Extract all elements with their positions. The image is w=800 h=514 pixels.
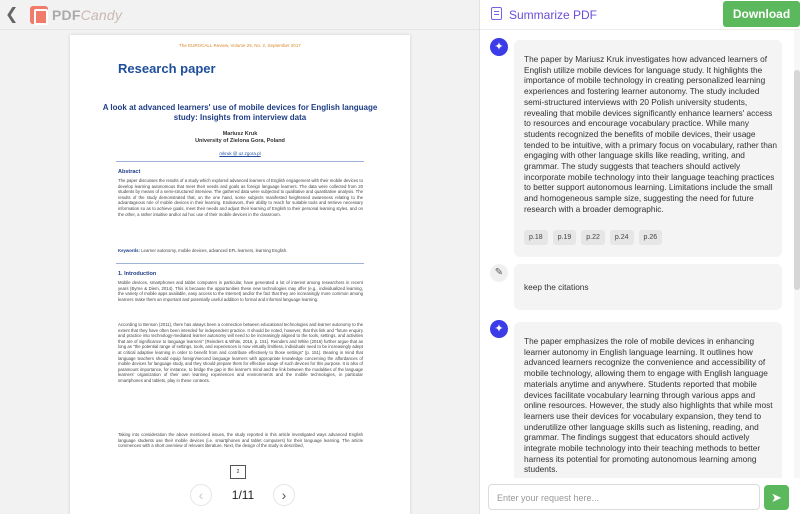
intro-paragraph-3: Taking into consideration the above mentioned issues, the study reported in this article investigated ways advanced English language students use their mobile devices (i.e. smartphones and tablet computers) for their language learning. The article commences with a short overview of relevant literature. Next, the design of the study is described, <box>118 432 363 449</box>
user-message <box>514 264 782 310</box>
citation-chip[interactable]: p.19 <box>553 230 577 245</box>
citation-chip[interactable]: p.24 <box>610 230 634 245</box>
download-button[interactable]: Download <box>723 1 800 27</box>
logo-text-main: PDF <box>52 7 81 23</box>
scrollbar-thumb[interactable] <box>794 70 800 290</box>
citation-chip[interactable]: p.18 <box>524 230 548 245</box>
page-number: 2 <box>230 465 246 479</box>
request-input[interactable] <box>497 490 752 506</box>
chevron-right-icon: › <box>281 487 287 503</box>
summarize-pdf-title: Summarize PDF <box>509 8 598 22</box>
assistant-message <box>514 40 782 257</box>
summary-panel-header <box>480 0 800 30</box>
intro-paragraph-2: According to Benson (2011), there has always been a connection between educational technologies and learner autonomy to the extent that they have often been intended for independent practice. It should be noted, however, that this link and "future enquiry and practice into technology-mediated learner autonomy will need to be increasingly aligned to the tools, settings, and activities that are of significance to language learners" (Reinders & White, 2016, p. 151). Reinders and White (2016) further argue that as long as "the potential range of settings, tools, and experiences is now virtually limitless, individuals need to be increasingly adept at critical adaptive learning in order to benefit from and contribute effectively to those settings" (p. 151). Bearing in mind that language teachers should equip foreign/second language learners with appropriate knowledge concerning the affordances of mobile devices for language study, and they should prepare them for effective usage of such devices for this purpose. It is also of paramount importance, for instance, to bridge the gap in the learner's mind and the link between the modalities of the language learners' organization of their own learning experiences and environments and the mobile technologies, in particular smartphones and tablets, play in these contexts. <box>118 322 363 383</box>
author-affiliation: University of Zielona Gora, Poland <box>195 138 285 144</box>
logo-text <box>52 7 122 23</box>
citation-chip[interactable]: p.26 <box>639 230 663 245</box>
chevron-left-icon: ‹ <box>198 487 204 503</box>
assistant-message <box>514 322 782 478</box>
paper-title: A look at advanced learners' use of mobile devices for English language study: Insights from interview data <box>102 103 378 122</box>
logo-text-accent: Candy <box>80 7 123 23</box>
pdf-viewer[interactable] <box>0 30 479 514</box>
message-text: keep the citations <box>524 282 589 292</box>
chat-thread[interactable] <box>480 30 792 478</box>
divider-rule <box>116 161 364 162</box>
divider-rule <box>116 263 364 264</box>
author-name: Mariusz Kruk <box>222 131 258 137</box>
pdfcandy-logo-icon <box>30 6 48 24</box>
abstract-heading: Abstract <box>118 169 141 175</box>
pdfcandy-logo[interactable] <box>30 5 122 25</box>
paper-type-heading: Research paper <box>118 61 216 76</box>
journal-line: The EUROCALL Review, Volume 25, No. 2, September 2017 <box>179 43 301 48</box>
next-page-button[interactable] <box>273 484 295 506</box>
citation-list <box>524 230 662 245</box>
message-text: The paper emphasizes the role of mobile devices in enhancing learner autonomy in English language learning. It outlines how advanced learners recognize the convenience and accessibility of mobile technology, allowing them to engage with English language materials anytime and anywhere. Students reported that mobile devices facilitate vocabulary learning through various apps and online resources. However, the study also highlights that while most learners use their devices for vocabulary expansion, they tend to underutilize other language skills such as listening, reading, and grammar. The findings suggest that educators should actively integrate mobile technology into their teaching methods to better harness its potential for promoting autonomous learning among students. <box>524 336 773 475</box>
abstract-text: The paper discusses the results of a study which explored advanced learners of English engagement with their mobile devices to develop learning autonomous that meet their needs and goals as foreign language learners. The data were collected from 20 students by means of a semi-structured interview. The gathered data were subjected to qualitative and quantitative analysis. The results of the study demonstrated that, on the one hand, some subjects manifested heightened awareness relating to the advantageous role of mobile devices in their learning. Endeavors, their ability to reach for suitable tools and retrieve necessary information so as to achieve goals, meet their needs and adjust their learning of English to their personal learning styles, and on the other, a rather intuitive and/or ad hoc use of their mobile devices in the classroom. <box>118 178 363 217</box>
keywords-text: Learner autonomy, mobile devices, advanced EFL learners, learning English. <box>141 248 288 253</box>
ai-sparkle-icon <box>490 38 508 56</box>
request-input-wrapper <box>488 484 760 510</box>
pdf-page[interactable] <box>70 35 410 514</box>
keywords <box>118 248 363 254</box>
chat-scrollbar[interactable] <box>794 30 800 478</box>
ai-sparkle-icon <box>490 320 508 338</box>
message-text: The paper by Mariusz Kruk investigates how advanced learners of English utilize mobile devices for language study. It highlights the importance of mobile technology in creating personalized learning experiences and fostering learner autonomy. The study included semi-structured interviews with 20 Polish university students, revealing that mobile devices significantly enhance learners' access to resources and encourage vocabulary practice. While many students recognized the benefits of mobile devices, their usage tended to be intuitive, with a primary focus on vocabulary, rather than engaging with other language skills like reading, writing, and grammar. The study suggests that teachers should actively incorporate mobile technology into their language teaching practices to better support autonomous learning. Limitations include the small and homogeneous sample size, suggesting the need for future research with a broader demographic. <box>524 54 778 214</box>
introduction-heading: 1. Introduction <box>118 271 157 277</box>
author-email[interactable]: mkruk @ uz.zgora.pl <box>219 151 261 156</box>
keywords-label: Keywords: <box>118 248 140 253</box>
pencil-icon[interactable]: ✎ <box>490 264 508 282</box>
page-indicator: 1/11 <box>231 488 255 502</box>
viewer-toolbar <box>0 0 479 30</box>
back-icon[interactable]: ❮ <box>5 6 19 23</box>
previous-page-button[interactable] <box>190 484 212 506</box>
send-button[interactable] <box>764 485 789 510</box>
intro-paragraph-1: Mobile devices, smartphones and tablet computers in particular, have generated a lot of interest among researchers in recent years (Byrne & Diem, 2014). This is because the opportunities these new technologies may offer (e.g., individualized learning, the variety of mobile apps available, easy access to the Internet) and/or the fact that they are increasingly more common among learners make them an important and potentially useful addition to formal and informal language learning. <box>118 280 363 302</box>
citation-chip[interactable]: p.22 <box>581 230 605 245</box>
document-list-icon <box>491 7 502 20</box>
page-navigator <box>190 482 296 508</box>
send-arrow-icon: ➤ <box>771 490 782 505</box>
